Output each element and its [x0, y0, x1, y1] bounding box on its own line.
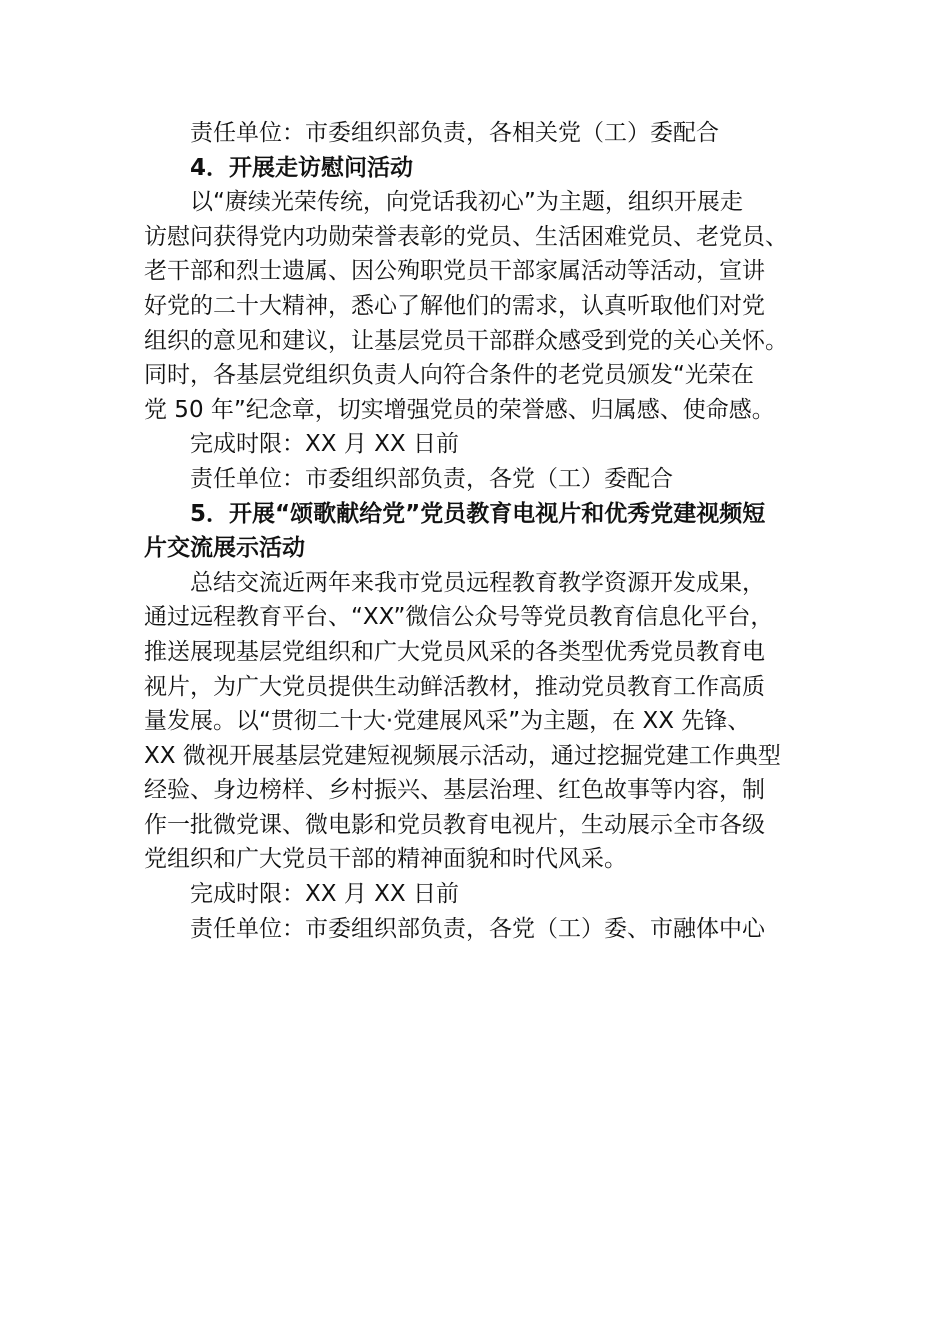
section-5-paragraph [144, 566, 824, 877]
paragraph-line: 好党的二十大精神，悉心了解他们的需求，认真听取他们对党 [144, 292, 765, 319]
paragraph-line: 同时，各基层党组织负责人向符合条件的老党员颁发“光荣在 [144, 362, 754, 389]
paragraph-line: 经验、身边榜样、乡村振兴、基层治理、红色故事等内容，制 [144, 777, 765, 804]
paragraph-line: 老干部和烈士遗属、因公殉职党员干部家属活动等活动，宣讲 [144, 258, 765, 285]
paragraph-line: 总结交流近两年来我市党员远程教育教学资源开发成果， [190, 569, 765, 596]
responsibility-unit-4: 责任单位：市委组织部负责，各党（工）委配合 [190, 465, 673, 492]
section-heading-4: 4．开展走访慰问活动 [190, 154, 414, 181]
responsibility-unit-5: 责任单位：市委组织部负责，各党（工）委、市融体中心 [190, 915, 765, 942]
section-heading-5 [144, 497, 824, 566]
paragraph-line: 推送展现基层党组织和广大党员风采的各类型优秀党员教育电 [144, 638, 765, 665]
paragraph-line: XX 微视开展基层党建短视频展示活动，通过挖掘党建工作典型 [144, 742, 781, 769]
heading-line: 片交流展示活动 [144, 535, 305, 562]
paragraph-line: 通过远程教育平台、“XX”微信公众号等党员教育信息化平台， [144, 604, 774, 631]
document-page [144, 116, 824, 946]
deadline-5: 完成时限：XX 月 XX 日前 [190, 881, 459, 908]
paragraph-line: 量发展。以“贯彻二十大·党建展风采”为主题，在 XX 先锋、 [144, 708, 751, 735]
heading-line: 5．开展“颂歌献给党”党员教育电视片和优秀党建视频短 [190, 500, 766, 527]
paragraph-line: 访慰问获得党内功勋荣誉表彰的党员、生活困难党员、老党员、 [144, 223, 788, 250]
paragraph-line: 党组织和广大党员干部的精神面貌和时代风采。 [144, 846, 627, 873]
section-4-paragraph [144, 185, 824, 427]
paragraph-line: 作一批微党课、微电影和党员教育电视片，生动展示全市各级 [144, 811, 765, 838]
paragraph-line: 党 50 年”纪念章，切实增强党员的荣誉感、归属感、使命感。 [144, 396, 775, 423]
paragraph-line: 以“赓续光荣传统，向党话我初心”为主题，组织开展走 [190, 189, 743, 216]
responsibility-unit-3: 责任单位：市委组织部负责，各相关党（工）委配合 [190, 120, 719, 146]
deadline-4: 完成时限：XX 月 XX 日前 [190, 431, 459, 458]
paragraph-line: 视片，为广大党员提供生动鲜活教材，推动党员教育工作高质 [144, 673, 765, 700]
paragraph-line: 组织的意见和建议，让基层党员干部群众感受到党的关心关怀。 [144, 327, 788, 354]
